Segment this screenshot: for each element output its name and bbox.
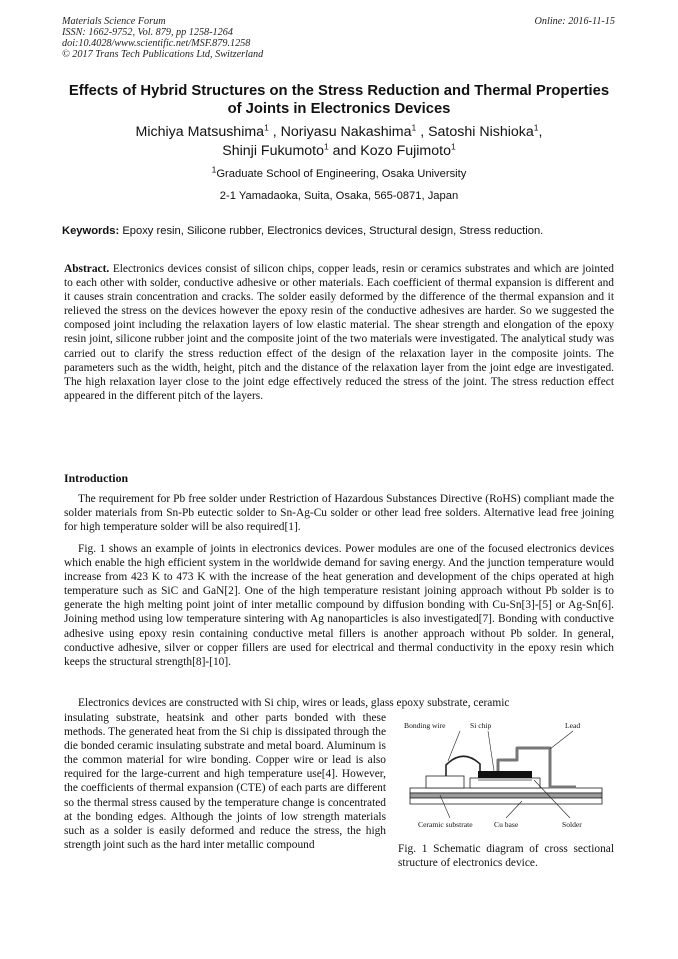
leader-lead [550,731,573,749]
author-affiliation-mark: 1 [533,122,539,133]
intro-paragraph-3-first-line: Electronics devices are constructed with Si chip, wires or leads, glass epoxy substrate, ceramic [78,697,510,709]
affiliation-mark: 1 [211,164,217,175]
issn-line: ISSN: 1662-9752, Vol. 879, pp 1258-1264 [62,27,233,38]
author-name: Noriyasu Nakashima [280,124,412,140]
label-cu-base: Cu base [494,820,519,829]
author-affiliation-mark: 1 [450,141,456,152]
section-heading-introduction: Introduction [64,471,129,485]
label-lead: Lead [565,721,581,730]
copyright-line: © 2017 Trans Tech Publications Ltd, Switzerland [62,49,264,60]
address: 2-1 Yamadaoka, Suita, Osaka, 565-0871, Japan [219,190,459,202]
figure-1-caption: Fig. 1 Schematic diagram of cross sectional structure of electronics device. [398,843,614,870]
label-si-chip: Si chip [470,721,492,730]
online-date: Online: 2016-11-15 [534,16,615,27]
author-separator: , [416,124,429,140]
author-separator: , [268,124,281,140]
pad-left [426,776,464,788]
keywords-label: Keywords: [62,225,120,237]
ceramic-substrate-layer [410,788,602,793]
intro-paragraph-3-body: insulating substrate, heatsink and other parts bonded with these methods. The generated heat from the Si chip is dissipated through the die bonded ceramic insulating substrate and metal board. Aluminum is the common material for wire bonding. Copper wire or lead is also required for the large-current and high temperature use[4]. However, the coefficients of thermal expansion (CTE) of each parts are different so the thermal stress caused by the temperature change is concentrated at the bonding edges. Although the joints of low strength materials such as a solder is easily deformed and reduce the stress, the high strength joint such as the hard inter metallic compound [64,712,386,851]
abstract-text: Electronics devices consist of silicon chips, copper leads, resin or ceramics substrates and which are jointed to each other with solder, conductive adhesive or other materials. Each coefficient of thermal expansion is different and it causes strain concentration and cracks. The solder easily deformed by the difference of the thermal expansion and it relieved the stress on the devices however the epoxy resin of the conductive adhesives are harder. So we suggested the composed joint including the relaxation layers of low elastic material. The shear strength and elongation of the epoxy resin joint, silicone rubber joint and the composite joint of the two materials were investigated. The analytical study was carried out to clarify the stress reduction effect of the design of the relaxation layer in the composite joints. The parameters such as the width, height, pitch and the distance of the relaxation layer from the joint edge are investigated. The high relaxation layer close to the joint edge effectively reduced the stress of the joint. The stress reduction effect appeared in the different pitch of the layers. [64,263,614,402]
author-separator: , [538,124,543,140]
abstract [64,262,614,403]
author-list [62,123,616,161]
affiliation-text: Graduate School of Engineering, Osaka University [216,168,467,180]
keywords [62,225,622,238]
solder-layer [478,778,532,781]
author-name: Satoshi Nishioka [428,124,534,140]
author-affiliation-mark: 1 [324,141,329,152]
doi-line: doi:10.4028/www.scientific.net/MSF.879.1258 [62,38,251,49]
author-name: Michiya Matsushima [135,124,265,140]
keywords-text: Epoxy resin, Silicone rubber, Electronics devices, Structural design, Stress reduction. [122,225,544,237]
abstract-label: Abstract. [64,263,110,275]
intro-paragraph-1: The requirement for Pb free solder under Restriction of Hazardous Substances Directive (RoHS) compliant made the solder materials from Sn-Pb eutectic solder to Sn-Ag-Cu solder or other lead free solders. Alternative lead free joining for high temperature solder will be also required[1]. [64,493,614,534]
label-bonding-wire: Bonding wire [404,721,446,730]
author-affiliation-mark: 1 [411,122,417,133]
intro-paragraph-2: Fig. 1 shows an example of joints in electronics devices. Power modules are one of the focused electronics devices which enable the high efficient system in the worldwide demand for saving energy. And the junction temperature would increase from 423 K to 473 K with the increase of the heat generation and development of the chips operated at high temperature such as SiC and GaN[2]. One of the high temperature resistant joining approach without Pb solder is to generate the high melting point joint of inter metallic compound by diffusion bonding with Cu-Sn[3]-[5] or Ag-Sn[6]. Joining method using low temperature sintering with Ag nanoparticles is also investigated[7]. Bonding with conductive adhesive using epoxy resin containing conductive metal fillers is another approach without Pb solder. In general, conductive adhesive, silver or copper fillers are used for electrical and thermal conductivity in the epoxy resin which keeps the structural strength[8]-[10]. [64,543,614,668]
si-chip [478,771,532,778]
label-solder: Solder [562,820,582,829]
affiliation [62,164,616,181]
journal-name: Materials Science Forum [62,16,166,27]
figure-1-schematic [398,716,616,836]
label-ceramic-substrate: Ceramic substrate [418,820,473,829]
cu-base-layer [410,793,602,798]
author-name: Shinji Fukumoto [222,143,324,159]
base-plate-layer [410,798,602,804]
author-name: Kozo Fujimoto [360,143,451,159]
journal-header [62,16,263,60]
leader-si-chip [488,731,494,771]
paper-title: Effects of Hybrid Structures on the Stress Reduction and Thermal Properties of Joints in Electronics Devices [68,83,610,117]
author-affiliation-mark: 1 [264,122,269,133]
author-separator: and [328,143,361,159]
